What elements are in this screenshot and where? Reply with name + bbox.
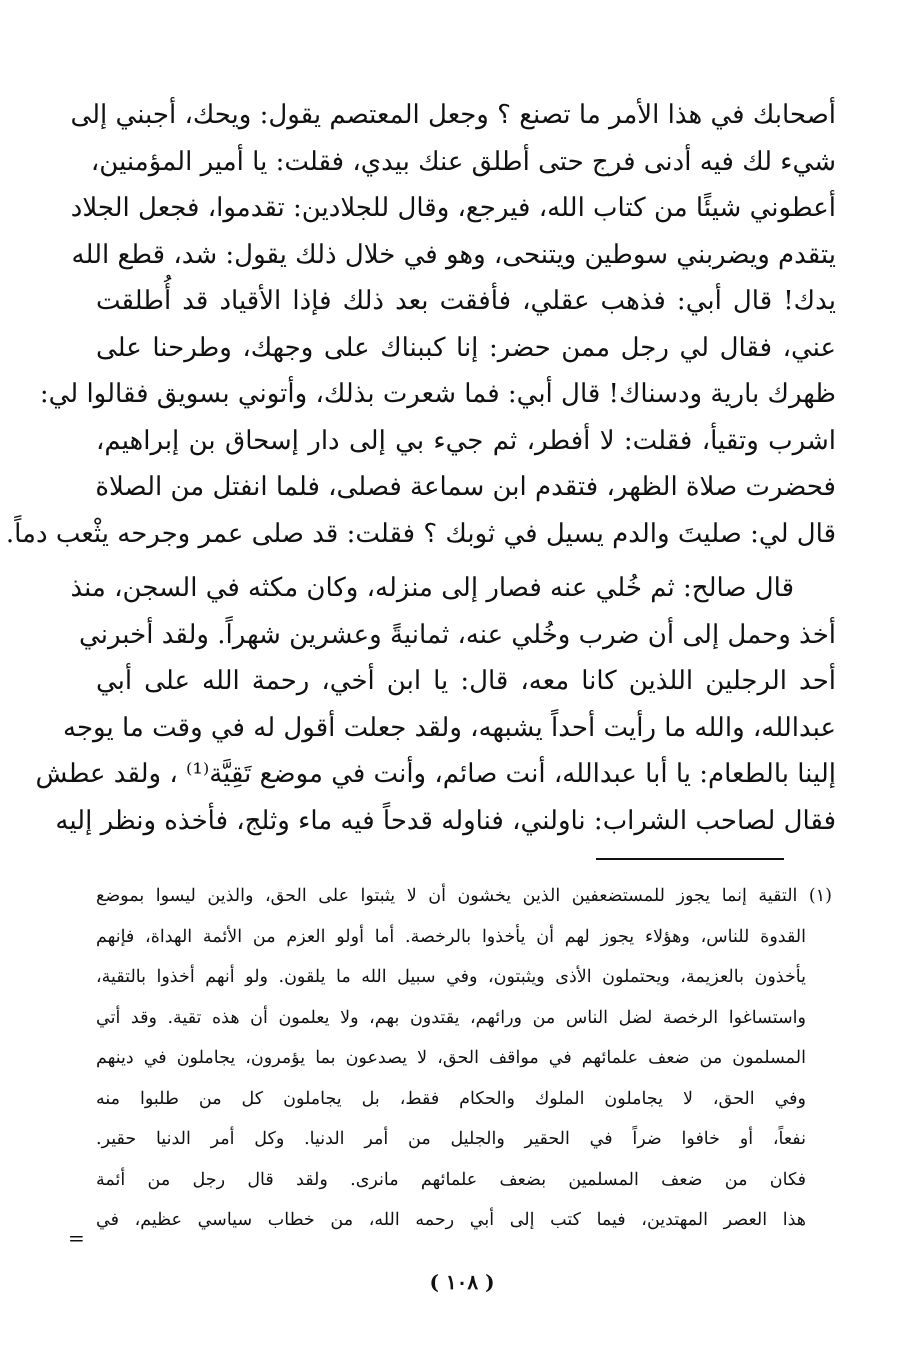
footnote-line: وفي الحق، لا يجاملون الملوك والحكام فقط، بل يجاملون كل من طلبوا منه xyxy=(96,1088,806,1109)
text-line: أخذ وحمل إلى أن ضرب وخُلي عنه، ثمانيةً وعشرين شهراً. ولقد أخبرني xyxy=(79,619,836,650)
text-line: عني، فقال لي رجل ممن حضر: إنا كببناك على وجهك، وطرحنا على xyxy=(96,332,836,363)
footnote-line: فكان من ضعف المسلمين بضعف علمائهم مانرى. ولقد قال رجل من أئمة xyxy=(96,1169,806,1190)
text-line: يتقدم ويضربني سوطين ويتنحى، وهو في خلال ذلك يقول: شد، قطع الله xyxy=(71,239,836,270)
footnote-line: هذا العصر المهتدين، فيما كتب إلى أبي رحمه الله، من خطاب سياسي عظيم، في xyxy=(96,1210,806,1230)
text-line: أصحابك في هذا الأمر ما تصنع ؟ وجعل المعتصم يقول: ويحك، أجبني إلى xyxy=(70,100,836,130)
text-line: ظهرك بارية ودسناك! قال أبي: فما شعرت بذلك، وأتوني بسويق فقالوا لي: xyxy=(39,379,836,409)
text-line: عبدالله، والله ما رأيت أحداً يشبهه، ولقد جعلت أقول له في وقت ما يوجه xyxy=(63,712,836,743)
footnote-line: يأخذون بالعزيمة، ويحتملون الأذى ويثبتون، وفي سبيل الله ما يلقون. ولو أنهم أخذوا بالتقية، xyxy=(96,967,806,987)
text-line: إلينا بالطعام: يا أبا عبدالله، أنت صائم، وأنت في موضع تَقِيَّة⁽¹⁾ ، ولقد عطش xyxy=(35,759,836,789)
text-line: شيء لك فيه أدنى فرج حتى أطلق عنك بيدي، فقلت: يا أمير المؤمنين، xyxy=(90,146,836,177)
main-text-block xyxy=(5,92,836,844)
footnote-line: (١) التقية إنما يجوز للمستضعفين الذين يخشون أن لا يثبتوا على الحق، والذين ليسوا بموضع xyxy=(96,886,832,906)
footnote-line: واستساغوا الرخصة لضل الناس من ورائهم، يقتدون بهم، ولا يعلمون أن هذه تقية. وقد أتي xyxy=(96,1007,806,1028)
footnote-line: القدوة للناس، وهؤلاء يجوز لهم أن يأخذوا بالرخصة. أما أولو العزم من الأئمة الهداة، فإنهم xyxy=(96,926,806,947)
footnote-line: نفعاً، أو خافوا ضراً في الحقير والجليل من أمر الدنيا. وكل أمر الدنيا حقير. xyxy=(96,1129,806,1149)
page-number: ( ١٠٨ ) xyxy=(429,1270,495,1294)
footnote-line: المسلمون من ضعف علمائهم في مواقف الحق، لا يصدعون بما يؤمرون، يجاملون في دينهم xyxy=(96,1048,806,1068)
text-line: قال لي: صليتَ والدم يسيل في ثوبك ؟ فقلت: قد صلى عمر وجرحه يثْعب دماً. xyxy=(5,518,836,549)
text-line: فحضرت صلاة الظهر، فتقدم ابن سماعة فصلى، فلما انفتل من الصلاة xyxy=(95,472,836,502)
footnote-divider xyxy=(596,858,784,860)
text-line: قال صالح: ثم خُلي عنه فصار إلى منزله، وكان مكثه في السجن، منذ xyxy=(70,573,794,603)
text-line: فقال لصاحب الشراب: ناولني، فناوله قدحاً فيه ماء وثلج، فأخذه ونظر إليه xyxy=(55,805,836,836)
text-line: اشرب وتقيأ، فقلت: لا أفطر، ثم جيء بي إلى دار إسحاق بن إبراهيم، xyxy=(96,425,836,456)
text-line: أحد الرجلين اللذين كانا معه، قال: يا ابن أخي، رحمة الله على أبي xyxy=(96,666,836,696)
text-line: يدك! قال أبي: فذهب عقلي، فأفقت بعد ذلك فإذا الأقياد قد أُطلقت xyxy=(96,286,836,316)
text-line: أعطوني شيئًا من كتاب الله، فيرجع، وقال للجلادين: تقدموا، فجعل الجلاد xyxy=(70,193,836,223)
continuation-mark: = xyxy=(68,1226,85,1250)
footnote-block xyxy=(96,876,832,1241)
